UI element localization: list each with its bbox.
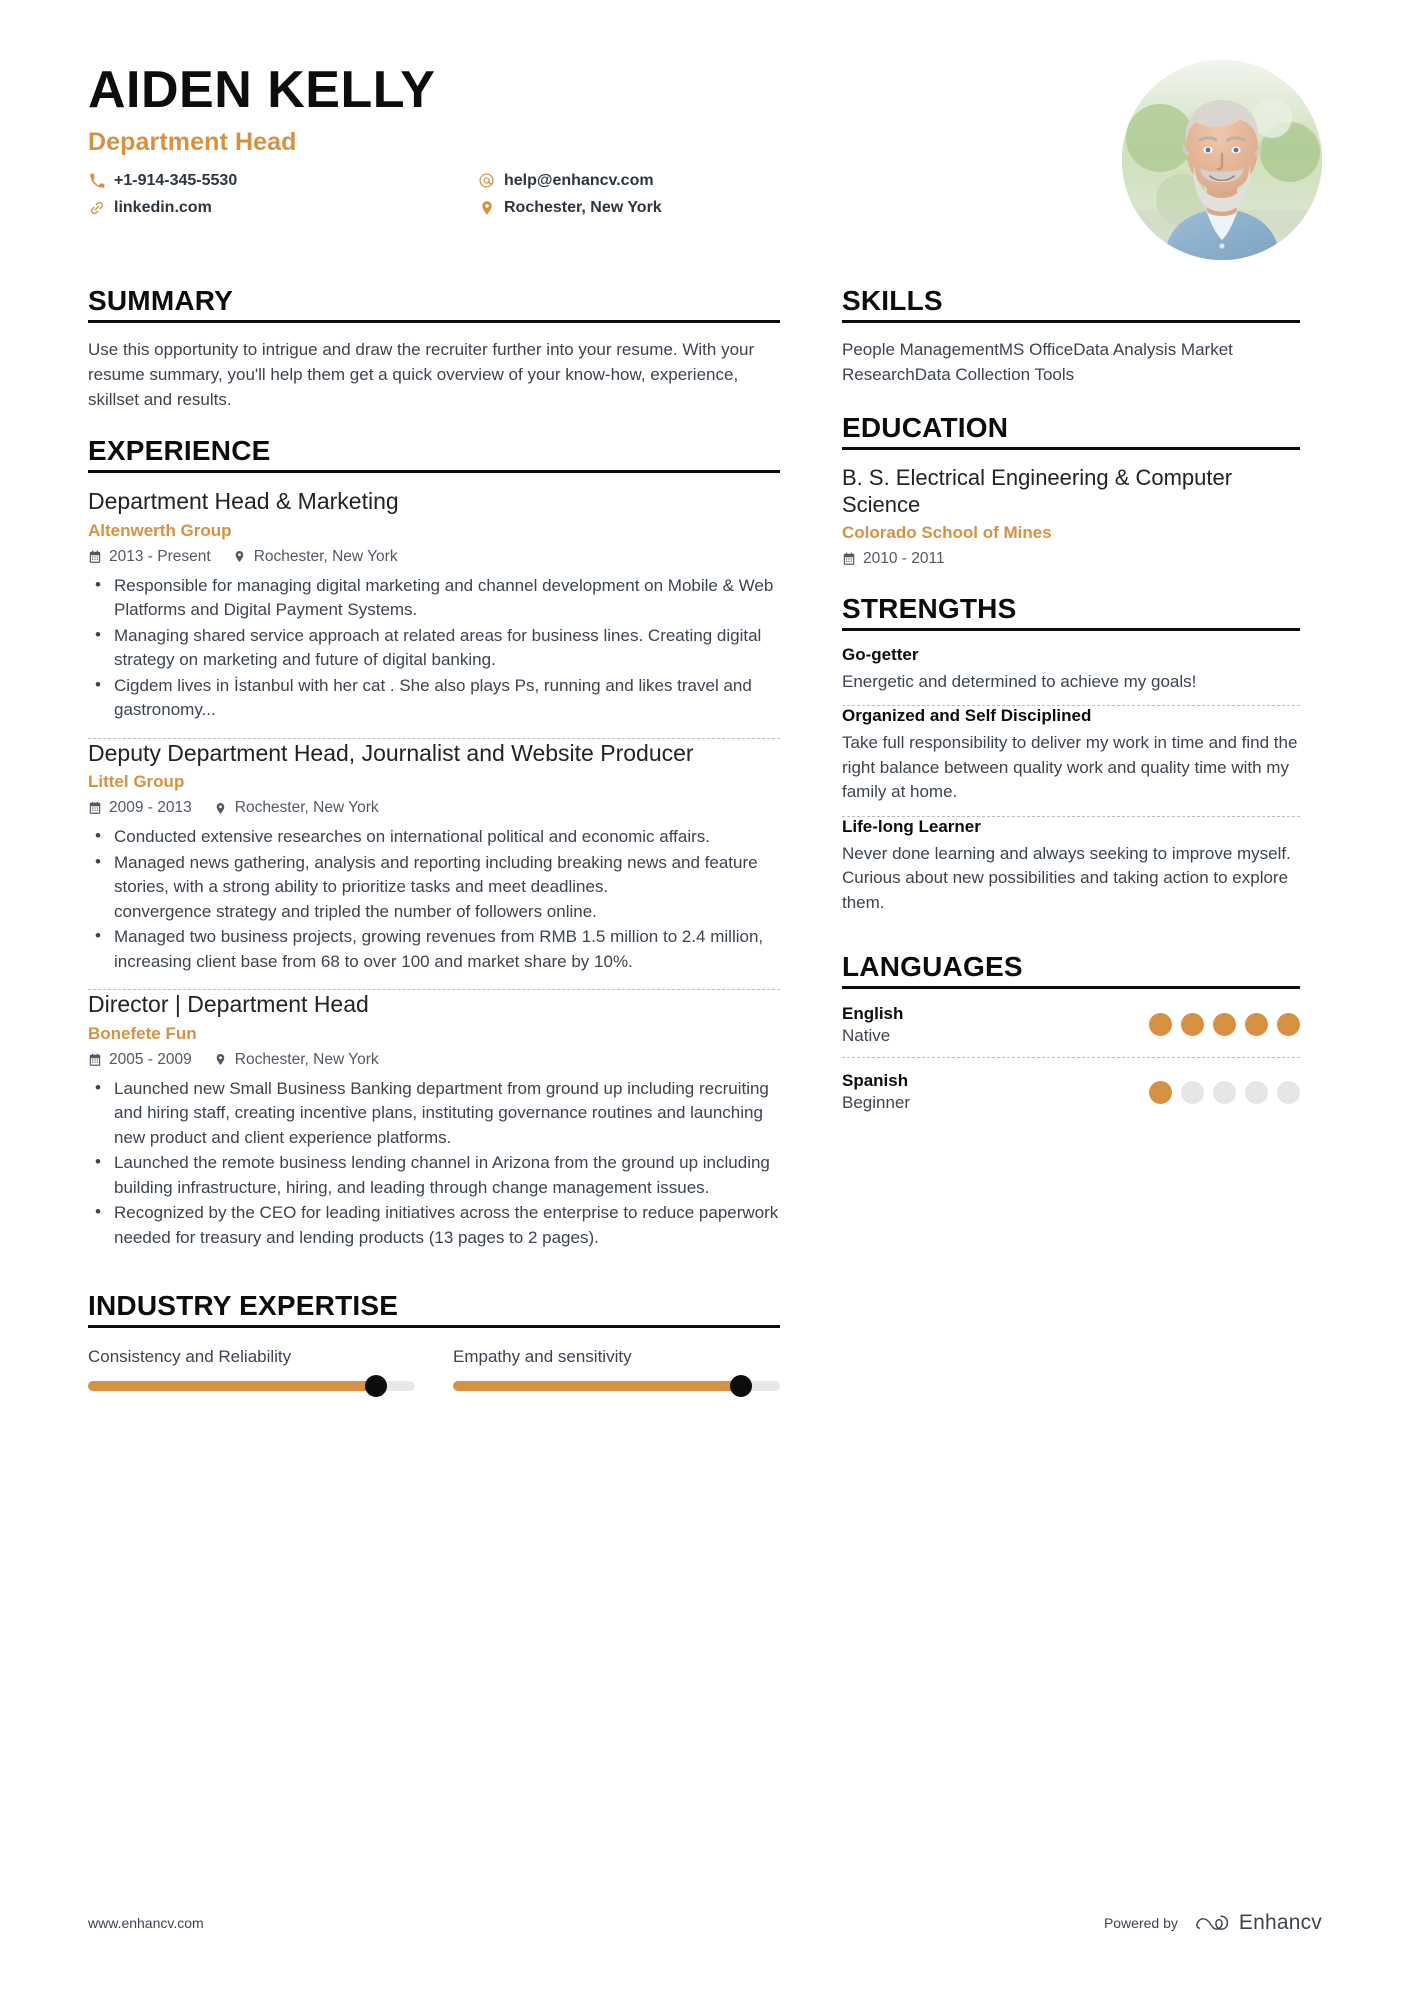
section-strengths <box>842 594 1300 926</box>
section-divider <box>842 320 1300 323</box>
section-title-education: EDUCATION <box>842 412 1009 444</box>
strength-item <box>842 706 1300 815</box>
enhancv-brand-name: Enhancv <box>1238 1911 1322 1934</box>
experience-dates-value: 2013 - Present <box>109 547 211 565</box>
experience-bullet: • Launched new Small Business Banking department from ground up including recruiting and hiring staff, creating incentive plans, instituting governance routines and launching new product and client experience platforms. <box>88 1077 780 1150</box>
experience-location <box>214 799 379 817</box>
expertise-label: Empathy and sensitivity <box>453 1347 632 1367</box>
experience-entry <box>88 990 780 1265</box>
experience-bullet: • Responsible for managing digital marketing and channel development on Mobile & Web Platforms and Digital Payment Systems. <box>88 574 780 623</box>
contact-linkedin[interactable] <box>88 198 478 217</box>
contact-details <box>88 171 1122 217</box>
section-title-languages: LANGUAGES <box>842 950 1023 982</box>
experience-location-value: Rochester, New York <box>234 799 379 817</box>
slider-knob[interactable] <box>365 1375 387 1397</box>
section-industry-expertise <box>88 1291 780 1391</box>
experience-dates <box>88 1051 192 1069</box>
experience-location <box>214 1051 379 1069</box>
skills-text: People ManagementMS OfficeData Analysis Market ResearchData Collection Tools <box>842 339 1233 384</box>
experience-meta <box>88 548 780 566</box>
strength-description: Energetic and determined to achieve my goals! <box>842 671 1197 691</box>
calendar-icon <box>88 550 102 564</box>
rating-dot-empty <box>1181 1081 1204 1104</box>
at-email-icon <box>478 172 495 189</box>
strength-description: Never done learning and always seeking to improve myself. Curious about new possibilities and taking action to explore them. <box>842 843 1291 912</box>
experience-bullets <box>88 825 780 974</box>
enhancv-logo[interactable] <box>1196 1911 1322 1935</box>
section-divider <box>842 447 1300 450</box>
section-summary <box>88 286 780 412</box>
rating-dot-empty <box>1277 1081 1300 1104</box>
rating-dot-filled <box>1277 1013 1300 1036</box>
expertise-list <box>88 1342 780 1391</box>
calendar-icon <box>842 552 856 566</box>
experience-bullet: • Conducted extensive researches on international political and economic affairs. <box>88 825 780 849</box>
strength-name: Life-long Learner <box>842 816 981 836</box>
resume-body <box>0 260 1410 1397</box>
rating-dot-empty <box>1213 1081 1236 1104</box>
language-rating <box>1149 1081 1300 1104</box>
avatar <box>1122 60 1322 260</box>
footer-branding <box>1104 1911 1322 1935</box>
section-title-experience: EXPERIENCE <box>88 435 271 467</box>
job-title-subtitle: Department Head <box>88 128 297 157</box>
experience-dates <box>88 548 211 566</box>
expertise-slider[interactable] <box>453 1381 780 1391</box>
experience-bullet: • Managing shared service approach at related areas for business lines. Creating digital strategy on marketing and future of digital banking. <box>88 624 780 673</box>
expertise-slider[interactable] <box>88 1381 415 1391</box>
contact-location[interactable] <box>478 198 662 217</box>
experience-company: Bonefete Fun <box>88 1023 197 1043</box>
footer-url[interactable]: www.enhancv.com <box>88 1915 204 1931</box>
experience-location <box>233 548 398 566</box>
experience-meta <box>88 1051 780 1069</box>
experience-bullets <box>88 574 780 723</box>
contact-location-value: Rochester, New York <box>504 199 662 217</box>
experience-unbulleted-line: convergence strategy and tripled the number of followers online. <box>114 901 597 921</box>
contact-phone[interactable] <box>88 171 478 190</box>
experience-bullet: • Launched the remote business lending channel in Arizona from the ground up including building infrastructure, hiring, and leading through change management issues. <box>88 1151 780 1200</box>
experience-company: Altenwerth Group <box>88 520 232 540</box>
language-level: Beginner <box>842 1093 911 1113</box>
summary-text: Use this opportunity to intrigue and draw the recruiter further into your resume. With your resume summary, you'll help them get a quick overview of your know-how, experience, skillset and results. <box>88 339 755 410</box>
section-education <box>842 413 1300 568</box>
experience-meta <box>88 799 780 817</box>
enhancv-mark-icon <box>1196 1912 1230 1934</box>
experience-bullet-text: Managed news gathering, analysis and reporting including breaking news and feature stories, with a strong ability to prioritize tasks and meet deadlines. <box>114 852 758 897</box>
section-title-skills: SKILLS <box>842 285 943 316</box>
experience-dates-value: 2005 - 2009 <box>109 1050 192 1068</box>
slider-knob[interactable] <box>730 1375 752 1397</box>
profile-photo <box>1122 60 1322 260</box>
experience-company: Littel Group <box>88 772 185 792</box>
expertise-item <box>88 1346 415 1391</box>
section-divider <box>842 628 1300 631</box>
section-divider <box>88 320 780 323</box>
side-column <box>842 286 1300 1130</box>
experience-bullet: • Recognized by the CEO for leading initiatives across the enterprise to reduce paperwork needed for treasury and lending products (13 pages to 2 pages). <box>88 1201 780 1250</box>
slider-fill <box>88 1381 376 1391</box>
expertise-label: Consistency and Reliability <box>88 1347 292 1367</box>
expertise-item <box>453 1346 780 1391</box>
section-divider <box>842 986 1300 989</box>
language-text <box>842 1003 903 1047</box>
link-icon <box>88 199 105 216</box>
calendar-icon <box>88 801 102 815</box>
section-title-industry-expertise: INDUSTRY EXPERTISE <box>88 1290 399 1322</box>
experience-bullet: • Managed two business projects, growing revenues from RMB 1.5 million to 2.4 million, increasing client base from 68 to over 100 and market share by 10%. <box>88 925 780 974</box>
experience-bullet: • Cigdem lives in İstanbul with her cat . She also plays Ps, running and likes travel and gastronomy... <box>88 674 780 723</box>
education-entry <box>842 464 1300 568</box>
main-column <box>88 286 780 1397</box>
location-pin-icon <box>233 550 247 564</box>
rating-dot-filled <box>1149 1081 1172 1104</box>
language-rating <box>1149 1013 1300 1036</box>
strength-name: Go-getter <box>842 644 919 664</box>
language-name: Spanish <box>842 1070 909 1090</box>
contact-column-left <box>88 171 478 217</box>
education-dates-value: 2010 - 2011 <box>863 549 945 567</box>
experience-entry <box>88 739 780 990</box>
profile-photo-illustration <box>1122 60 1322 260</box>
experience-dates <box>88 799 192 817</box>
powered-by-label: Powered by <box>1103 1915 1178 1931</box>
experience-role: Deputy Department Head, Journalist and Website Producer <box>88 739 694 766</box>
education-dates <box>842 550 1300 568</box>
contact-linkedin-value: linkedin.com <box>114 199 212 217</box>
phone-icon <box>88 172 105 189</box>
rating-dot-filled <box>1149 1013 1172 1036</box>
strength-name: Organized and Self Disciplined <box>842 706 1092 726</box>
language-text <box>842 1070 910 1114</box>
resume-header <box>0 0 1410 260</box>
language-item <box>842 1058 1300 1124</box>
strength-item <box>842 645 1300 705</box>
contact-email[interactable] <box>478 171 662 190</box>
section-divider <box>88 1325 780 1328</box>
experience-location-value: Rochester, New York <box>253 547 398 565</box>
experience-bullet <box>88 851 780 924</box>
location-pin-icon <box>214 801 228 815</box>
rating-dot-filled <box>1181 1013 1204 1036</box>
page-title: AIDEN KELLY <box>88 61 436 119</box>
education-degree: B. S. Electrical Engineering & Computer Science <box>842 464 1233 518</box>
section-skills <box>842 286 1300 387</box>
rating-dot-filled <box>1245 1013 1268 1036</box>
slider-fill <box>453 1381 741 1391</box>
rating-dot-empty <box>1245 1081 1268 1104</box>
language-level: Native <box>842 1025 891 1045</box>
location-pin-icon <box>214 1053 228 1067</box>
experience-role: Director | Department Head <box>88 991 369 1018</box>
language-name: English <box>842 1003 904 1023</box>
experience-location-value: Rochester, New York <box>234 1050 379 1068</box>
section-divider <box>88 470 780 473</box>
strength-description: Take full responsibility to deliver my work in time and find the right balance between quality work and quality time with my family at home. <box>842 733 1298 802</box>
experience-bullets <box>88 1077 780 1250</box>
experience-role: Department Head & Marketing <box>88 488 399 515</box>
contact-email-value: help@enhancv.com <box>504 172 654 190</box>
section-experience <box>88 436 780 1265</box>
rating-dot-filled <box>1213 1013 1236 1036</box>
language-item <box>842 1003 1300 1057</box>
education-school: Colorado School of Mines <box>842 522 1052 542</box>
strength-item <box>842 817 1300 926</box>
contact-column-right <box>478 171 662 217</box>
section-languages <box>842 952 1300 1124</box>
section-title-summary: SUMMARY <box>88 285 234 316</box>
header-text-block <box>88 52 1122 218</box>
contact-phone-value: +1-914-345-5530 <box>114 172 238 190</box>
calendar-icon <box>88 1053 102 1067</box>
location-pin-icon <box>478 199 495 216</box>
experience-dates-value: 2009 - 2013 <box>109 799 192 817</box>
section-title-strengths: STRENGTHS <box>842 592 1017 624</box>
experience-entry <box>88 487 780 738</box>
page-footer <box>88 1911 1322 1935</box>
